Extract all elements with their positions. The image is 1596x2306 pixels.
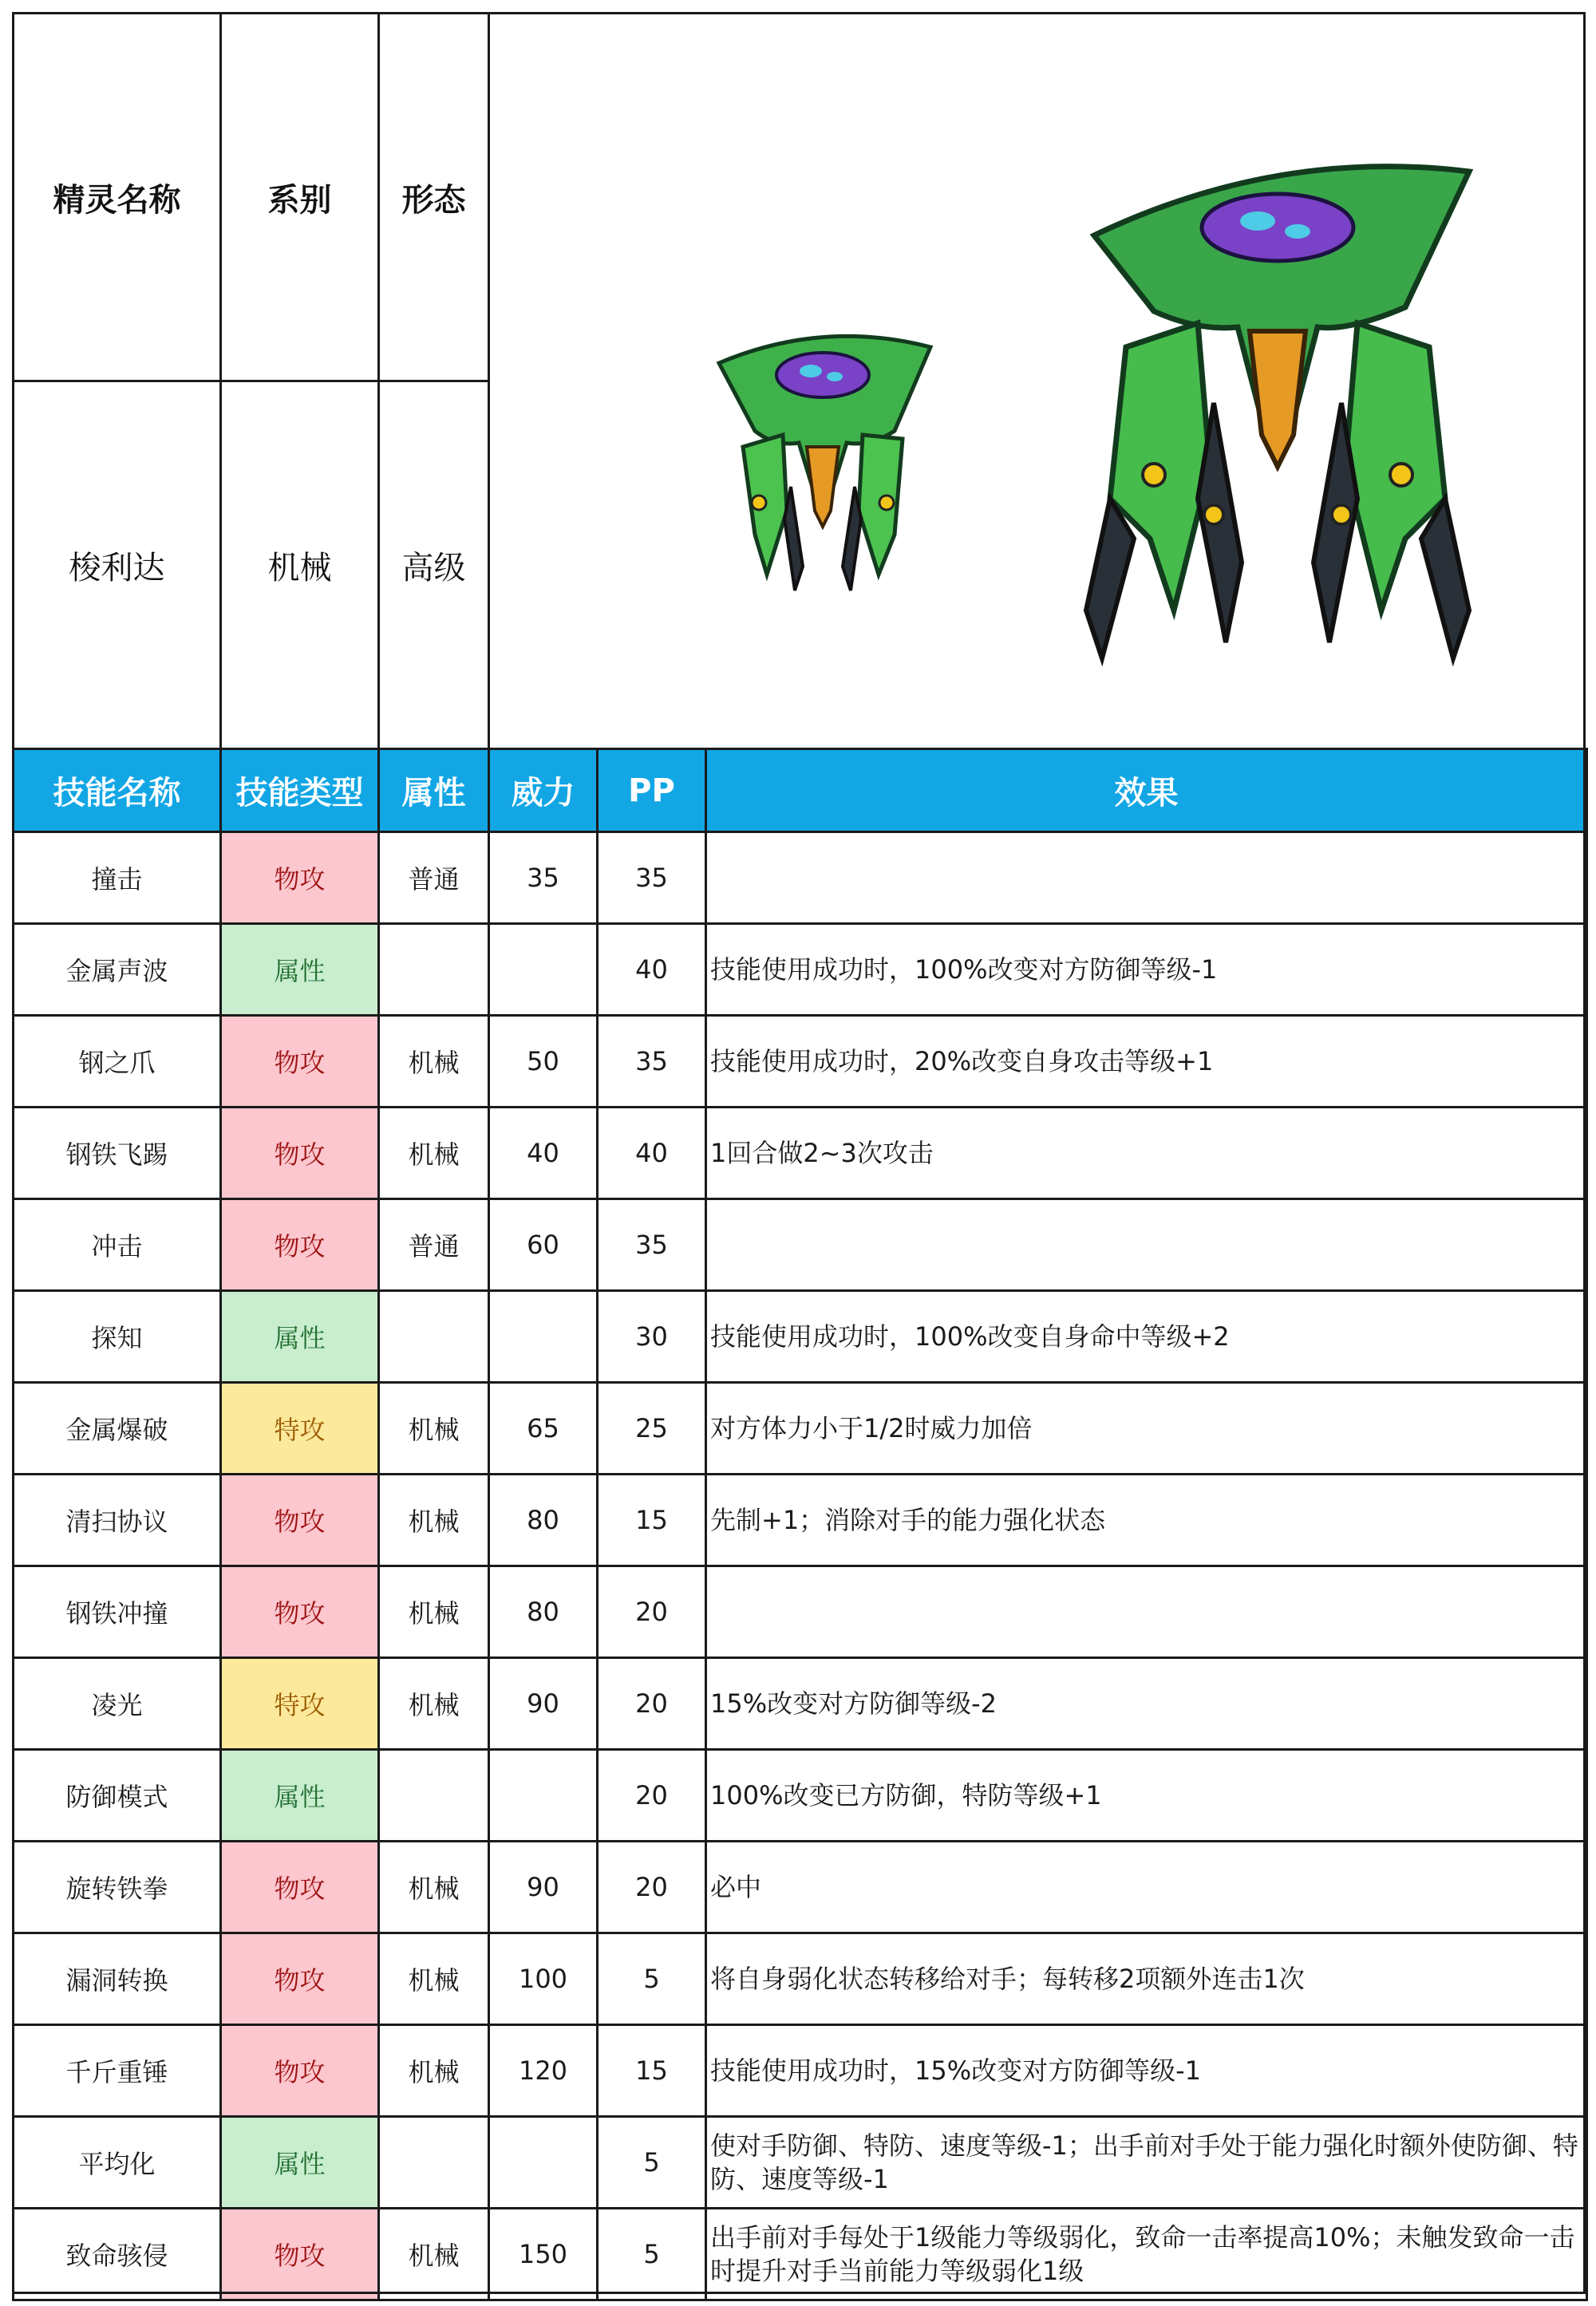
skill-name: 清扫协议 [14, 1475, 221, 1566]
skill-pp: 20 [598, 1658, 706, 1750]
skill-pp: 35 [598, 1016, 706, 1108]
skill-kind: 物攻 [221, 2209, 379, 2300]
skill-attribute: 机械 [379, 2025, 489, 2117]
skill-effect: 1回合做2~3次攻击 [706, 1108, 1587, 1199]
skill-attribute: 普通 [379, 832, 489, 924]
skill-name: 千斤重锤 [14, 2025, 221, 2117]
skill-pp: 15 [598, 1475, 706, 1566]
skill-name: 金属声波 [14, 924, 221, 1016]
skill-power: 90 [489, 1658, 598, 1750]
skill-attribute: 机械 [379, 1842, 489, 1933]
skill-attribute: 机械 [379, 1475, 489, 1566]
skill-kind: 物攻 [221, 832, 379, 924]
skill-power: 90 [489, 1842, 598, 1933]
skill-kind: 属性 [221, 1750, 379, 1842]
skill-attribute: 机械 [379, 1383, 489, 1475]
skill-effect: 先制+1；消除对手的能力强化状态 [706, 1475, 1587, 1566]
skill-kind: 物攻 [221, 2025, 379, 2117]
column-header-skill-kind: 技能类型 [221, 749, 379, 832]
skill-name: 漏洞转换 [14, 1933, 221, 2025]
skill-pp: 20 [598, 1566, 706, 1658]
skill-power: 80 [489, 1566, 598, 1658]
skill-attribute: 普通 [379, 1199, 489, 1291]
skill-power: 60 [489, 1199, 598, 1291]
skill-power: 80 [489, 1475, 598, 1566]
label-form: 形态 [379, 14, 489, 381]
skill-power: 120 [489, 2025, 598, 2117]
skill-attribute: 机械 [379, 2209, 489, 2300]
skill-effect: 将自身弱化状态转移给对手；每转移2项额外连击1次 [706, 1933, 1587, 2025]
skill-name: 钢之爪 [14, 1016, 221, 1108]
skill-pp: 40 [598, 924, 706, 1016]
value-spirit-name: 梭利达 [14, 381, 221, 749]
skill-pp: 25 [598, 1383, 706, 1475]
skill-effect: 对方体力小于1/2时威力加倍 [706, 1383, 1587, 1475]
skill-effect: 15%改变对方防御等级-2 [706, 1658, 1587, 1750]
skill-pp: 20 [598, 1842, 706, 1933]
skill-power: 35 [489, 832, 598, 924]
skill-pp: 5 [598, 2209, 706, 2300]
skill-effect: 必中 [706, 1842, 1587, 1933]
skill-kind: 属性 [221, 1291, 379, 1383]
skill-effect: 出手前对手每处于1级能力等级弱化，致命一击率提高10%；未触发致命一击时提升对手当前能力等级弱化1级 [706, 2209, 1587, 2300]
skill-pp: 35 [598, 832, 706, 924]
skill-name: 致命骇侵 [14, 2209, 221, 2300]
column-header-attribute: 属性 [379, 749, 489, 832]
skill-name: 冲击 [14, 1199, 221, 1291]
skill-power: 150 [489, 2209, 598, 2300]
skill-pp: 5 [598, 2117, 706, 2209]
skill-name: 旋转铁拳 [14, 1842, 221, 1933]
skill-kind: 物攻 [221, 1475, 379, 1566]
skill-attribute: 机械 [379, 1933, 489, 2025]
value-form: 高级 [379, 381, 489, 749]
skill-effect: 100%改变已方防御，特防等级+1 [706, 1750, 1587, 1842]
skill-name: 金属爆破 [14, 1383, 221, 1475]
skill-name: 钢铁冲撞 [14, 1566, 221, 1658]
skill-kind: 物攻 [221, 1842, 379, 1933]
skill-name: 探知 [14, 1291, 221, 1383]
value-system: 机械 [221, 381, 379, 749]
skill-pp: 40 [598, 1108, 706, 1199]
skill-attribute: 机械 [379, 1658, 489, 1750]
skill-kind: 物攻 [221, 1108, 379, 1199]
column-header-power: 威力 [489, 749, 598, 832]
skill-effect: 使对手防御、特防、速度等级-1；出手前对手处于能力强化时额外使防御、特防、速度等级-1 [706, 2117, 1587, 2209]
skill-pp: 35 [598, 1199, 706, 1291]
skill-effect: 技能使用成功时，100%改变自身命中等级+2 [706, 1291, 1587, 1383]
skill-kind: 属性 [221, 2117, 379, 2209]
skill-pp: 15 [598, 2025, 706, 2117]
column-header-pp: PP [598, 749, 706, 832]
skill-pp: 20 [598, 1750, 706, 1842]
skill-name: 防御模式 [14, 1750, 221, 1842]
skill-pp: 5 [598, 1933, 706, 2025]
skill-effect: 技能使用成功时，20%改变自身攻击等级+1 [706, 1016, 1587, 1108]
skill-name: 凌光 [14, 1658, 221, 1750]
skill-effect: 技能使用成功时，100%改变对方防御等级-1 [706, 924, 1587, 1016]
skill-kind: 物攻 [221, 1199, 379, 1291]
column-header-skill-name: 技能名称 [14, 749, 221, 832]
skill-kind: 物攻 [221, 1016, 379, 1108]
sheet-border [12, 12, 1586, 2294]
skill-power: 65 [489, 1383, 598, 1475]
skill-kind: 属性 [221, 924, 379, 1016]
skill-power: 40 [489, 1108, 598, 1199]
skill-attribute: 机械 [379, 1108, 489, 1199]
skill-name: 撞击 [14, 832, 221, 924]
skill-kind: 物攻 [221, 1933, 379, 2025]
skill-name: 平均化 [14, 2117, 221, 2209]
skill-kind: 物攻 [221, 1566, 379, 1658]
skill-kind: 特攻 [221, 1658, 379, 1750]
skill-attribute: 机械 [379, 1566, 489, 1658]
skill-power: 100 [489, 1933, 598, 2025]
skill-name: 钢铁飞踢 [14, 1108, 221, 1199]
skill-power: 50 [489, 1016, 598, 1108]
label-system: 系别 [221, 14, 379, 381]
column-header-effect: 效果 [706, 749, 1587, 832]
skill-pp: 30 [598, 1291, 706, 1383]
skill-attribute: 机械 [379, 1016, 489, 1108]
skill-kind: 特攻 [221, 1383, 379, 1475]
skill-effect: 技能使用成功时，15%改变对方防御等级-1 [706, 2025, 1587, 2117]
label-spirit-name: 精灵名称 [14, 14, 221, 381]
